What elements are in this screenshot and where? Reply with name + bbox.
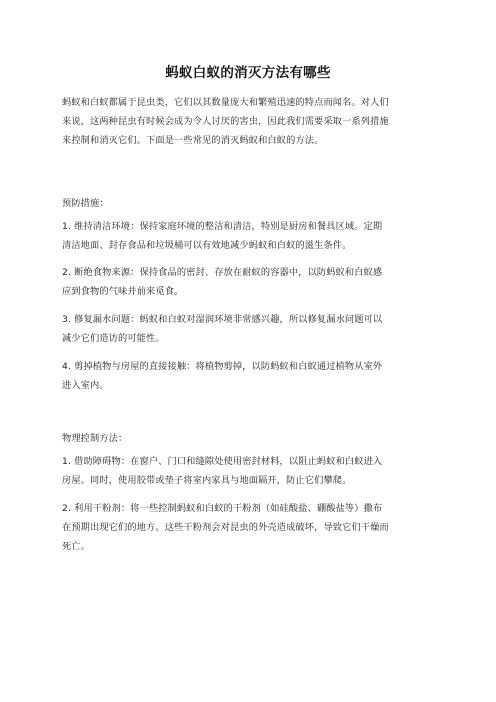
paragraph-line: 2. 断绝食物来源：保持食品的密封、存放在耐蚁的容器中，以防蚂蚁和白蚁感 — [62, 267, 383, 278]
intro-paragraph — [62, 93, 434, 151]
paragraph-line: 4. 剪掉植物与房屋的直接接触：将植物剪掉，以防蚂蚁和白蚁通过植物从室外 — [62, 361, 383, 372]
physical-item-1 — [62, 452, 434, 490]
paragraph-line: 进入室内。 — [62, 380, 109, 392]
paragraph-line: 房屋。同时，使用胶带或垫子将室内家具与地面隔开，防止它们攀爬。 — [62, 475, 352, 487]
prevention-item-3 — [62, 310, 434, 348]
paragraph-line: 清洁地面、封存食品和垃圾桶可以有效地减少蚂蚁和白蚁的滋生条件。 — [62, 240, 352, 252]
document-title: 蚂蚁白蚁的消灭方法有哪些 — [165, 65, 331, 81]
physical-item-2 — [62, 499, 434, 557]
intro-line: 来控制和消灭它们。下面是一些常见的消灭蚂蚁和白蚁的方法。 — [62, 135, 324, 147]
paragraph-line: 应到食物的气味并前来觅食。 — [62, 286, 184, 298]
prevention-heading: 预防措施： — [62, 198, 109, 209]
prevention-item-1 — [62, 217, 434, 255]
paragraph-line: 减少它们造访的可能性。 — [62, 333, 165, 345]
paragraph-line: 在预期出现它们的地方。这些干粉剂会对昆虫的外壳造成破坏，导致它们干燥而 — [62, 522, 389, 534]
intro-line: 蚂蚁和白蚁都属于昆虫类，它们以其数量庞大和繁殖迅速的特点而闻名。对人们 — [62, 97, 389, 108]
paragraph-line: 2. 利用干粉剂：将一些控制蚂蚁和白蚁的干粉剂（如硅酸盐、硼酸盐等）撒布 — [62, 503, 383, 514]
paragraph-line: 1. 维持清洁环境：保持家庭环境的整洁和清洁，特别是厨房和餐具区域。定期 — [62, 221, 383, 232]
physical-heading: 物理控制方法： — [62, 433, 128, 444]
paragraph-line: 死亡。 — [62, 541, 91, 553]
paragraph-line: 3. 修复漏水问题：蚂蚁和白蚁对湿润环境非常感兴趣，所以修复漏水问题可以 — [62, 314, 383, 325]
paragraph-line: 1. 借助障碍物：在窗户、门口和缝隙处使用密封材料，以阻止蚂蚁和白蚁进入 — [62, 456, 383, 467]
prevention-item-4 — [62, 357, 434, 395]
prevention-item-2 — [62, 263, 434, 301]
intro-line: 来说，这两种昆虫有时候会成为令人讨厌的害虫，因此我们需要采取一系列措施 — [62, 116, 389, 128]
